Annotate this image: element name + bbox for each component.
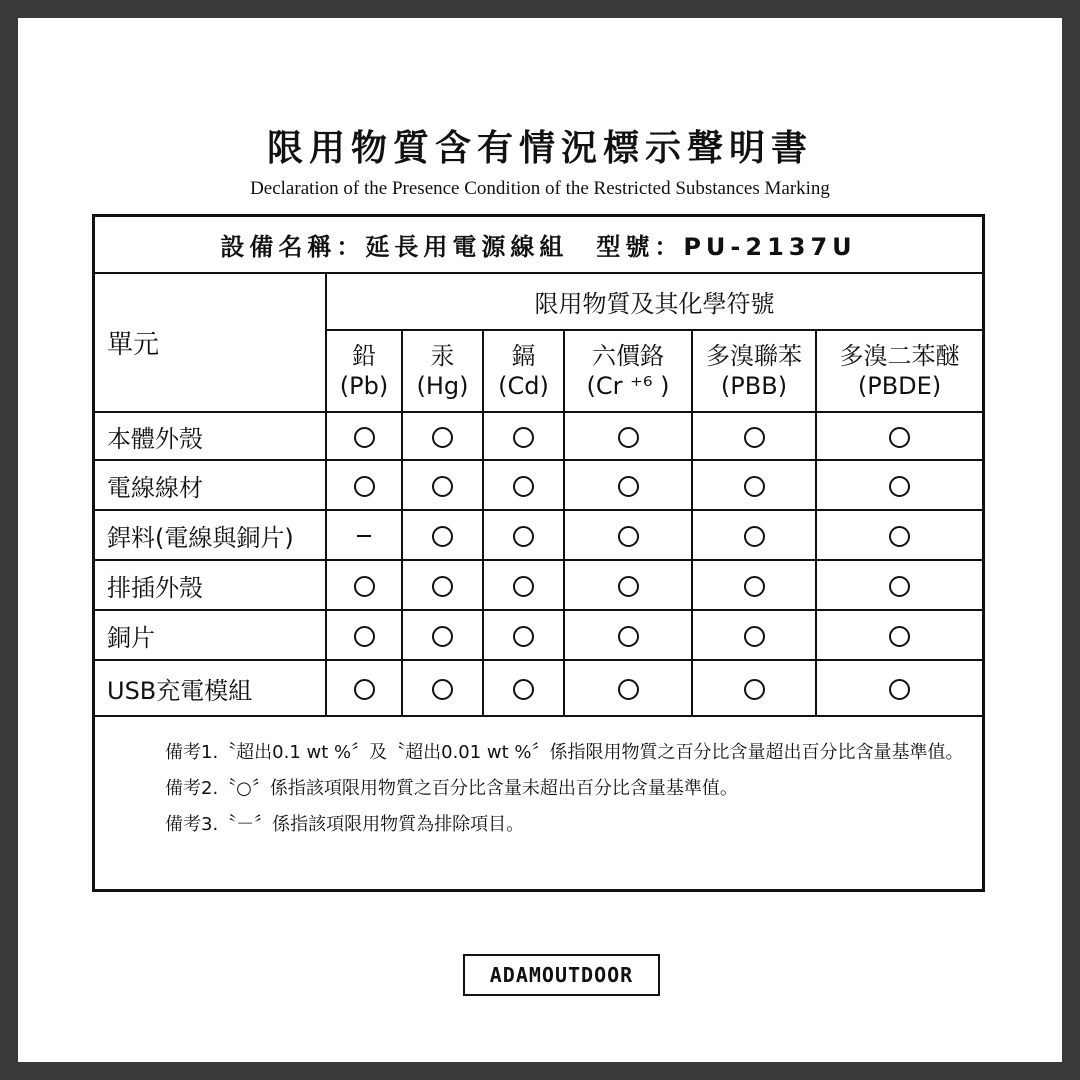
substance-header-pb: 鉛 (Pb) <box>326 330 402 412</box>
compliant-circle-mark <box>692 460 816 510</box>
compliant-circle-mark <box>483 560 564 610</box>
compliant-circle-mark <box>564 412 692 460</box>
compliant-circle-mark <box>402 560 483 610</box>
compliant-circle-mark <box>692 560 816 610</box>
circle-icon <box>889 626 910 647</box>
circle-icon <box>889 476 910 497</box>
compliant-circle-mark <box>816 660 982 716</box>
substance-header-pbb: 多溴聯苯 (PBB) <box>692 330 816 412</box>
circle-icon <box>744 526 765 547</box>
circle-icon <box>513 626 534 647</box>
circle-icon <box>432 427 453 448</box>
circle-icon <box>744 476 765 497</box>
compliant-circle-mark <box>692 510 816 560</box>
circle-icon <box>618 679 639 700</box>
circle-icon <box>432 626 453 647</box>
brand-logo: ADAMOUTDOOR <box>463 954 660 996</box>
circle-icon <box>513 526 534 547</box>
substance-header-cr6: 六價鉻 (Cr ⁺⁶ ) <box>564 330 692 412</box>
unit-header: 單元 <box>95 274 326 412</box>
substance-header-pbde: 多溴二苯醚 (PBDE) <box>816 330 982 412</box>
circle-icon <box>618 576 639 597</box>
device-info-line <box>95 217 982 274</box>
compliant-circle-mark <box>402 510 483 560</box>
title-english: Declaration of the Presence Condition of the Restricted Substances Marking <box>250 178 830 199</box>
circle-icon <box>354 626 375 647</box>
circle-icon <box>354 576 375 597</box>
circle-icon <box>513 679 534 700</box>
compliant-circle-mark <box>326 412 402 460</box>
circle-icon <box>889 427 910 448</box>
circle-icon <box>618 427 639 448</box>
note-3: 備考3.〝－〞係指該項限用物質為排除項目。 <box>165 814 525 835</box>
compliant-circle-mark <box>326 610 402 660</box>
compliant-circle-mark <box>483 510 564 560</box>
compliant-circle-mark <box>483 460 564 510</box>
substance-header-cd: 鎘 (Cd) <box>483 330 564 412</box>
compliant-circle-mark <box>816 510 982 560</box>
circle-icon <box>432 526 453 547</box>
compliant-circle-mark <box>326 660 402 716</box>
compliant-circle-mark <box>326 560 402 610</box>
circle-icon <box>513 476 534 497</box>
circle-icon <box>618 626 639 647</box>
notes-section <box>165 739 965 847</box>
circle-icon <box>432 576 453 597</box>
compliant-circle-mark <box>564 560 692 610</box>
substance-table-body <box>95 412 982 716</box>
dash-icon <box>357 535 371 537</box>
compliant-circle-mark <box>816 560 982 610</box>
table-row <box>95 412 982 460</box>
substance-table <box>95 274 982 717</box>
compliant-circle-mark <box>483 412 564 460</box>
row-unit-label: 銅片 <box>95 610 326 660</box>
circle-icon <box>744 679 765 700</box>
substance-header-hg: 汞 (Hg) <box>402 330 483 412</box>
note-2: 備考2.〝○〞係指該項限用物質之百分比含量未超出百分比含量基準值。 <box>165 778 738 799</box>
table-row <box>95 560 982 610</box>
circle-icon <box>889 576 910 597</box>
excluded-dash-mark <box>326 510 402 560</box>
compliant-circle-mark <box>564 510 692 560</box>
table-row <box>95 660 982 716</box>
compliant-circle-mark <box>816 610 982 660</box>
compliant-circle-mark <box>816 412 982 460</box>
circle-icon <box>513 427 534 448</box>
compliant-circle-mark <box>483 610 564 660</box>
compliant-circle-mark <box>402 610 483 660</box>
compliant-circle-mark <box>402 460 483 510</box>
compliant-circle-mark <box>564 660 692 716</box>
title-chinese: 限用物質含有情況標示聲明書 <box>266 127 813 169</box>
compliant-circle-mark <box>564 610 692 660</box>
circle-icon <box>618 526 639 547</box>
device-model: 型號：PU-2137U <box>596 233 857 261</box>
circle-icon <box>744 576 765 597</box>
declaration-box <box>92 214 985 892</box>
circle-icon <box>618 476 639 497</box>
note-1: 備考1.〝超出0.1 wt %〞及〝超出0.01 wt %〞係指限用物質之百分比含量超出百分比含量基準值。 <box>165 742 964 763</box>
circle-icon <box>889 526 910 547</box>
row-unit-label: 本體外殼 <box>95 412 326 460</box>
circle-icon <box>889 679 910 700</box>
table-row <box>95 610 982 660</box>
circle-icon <box>354 427 375 448</box>
compliant-circle-mark <box>483 660 564 716</box>
circle-icon <box>432 476 453 497</box>
circle-icon <box>513 576 534 597</box>
row-unit-label: 銲料(電線與銅片) <box>95 510 326 560</box>
row-unit-label: 電線線材 <box>95 460 326 510</box>
compliant-circle-mark <box>816 460 982 510</box>
compliant-circle-mark <box>326 460 402 510</box>
circle-icon <box>744 427 765 448</box>
compliant-circle-mark <box>692 660 816 716</box>
compliant-circle-mark <box>692 610 816 660</box>
row-unit-label: USB充電模組 <box>95 660 326 716</box>
compliant-circle-mark <box>692 412 816 460</box>
compliant-circle-mark <box>402 412 483 460</box>
compliant-circle-mark <box>564 460 692 510</box>
device-name: 設備名稱：延長用電源線組 <box>220 233 569 261</box>
table-row <box>95 510 982 560</box>
circle-icon <box>354 679 375 700</box>
circle-icon <box>432 679 453 700</box>
substances-group-header: 限用物質及其化學符號 <box>326 274 982 330</box>
circle-icon <box>354 476 375 497</box>
circle-icon <box>744 626 765 647</box>
compliant-circle-mark <box>402 660 483 716</box>
table-row <box>95 460 982 510</box>
row-unit-label: 排插外殼 <box>95 560 326 610</box>
